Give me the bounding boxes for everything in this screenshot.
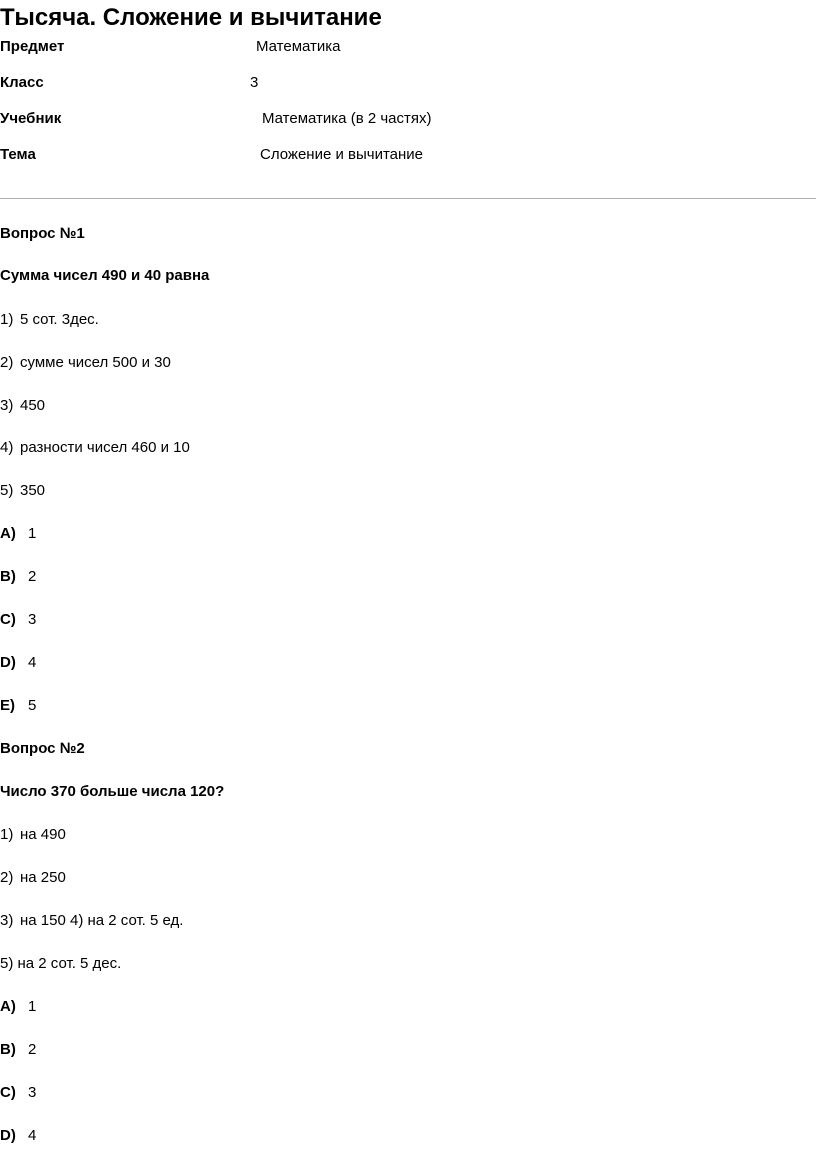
answer-letter: C) (0, 611, 16, 628)
question-1-answer-choice[interactable] (0, 611, 36, 629)
question-1-option (0, 482, 45, 500)
answer-value: 1 (28, 525, 37, 542)
question-2-answer-choice[interactable] (0, 1041, 36, 1059)
question-2-answer-choice[interactable] (0, 998, 36, 1016)
option-text: на 490 (20, 826, 66, 843)
option-text: 350 (20, 482, 46, 499)
option-number: 5) (0, 482, 14, 499)
option-number: 4) (0, 439, 14, 456)
question-1-answer-choice[interactable] (0, 525, 36, 543)
option-number: 1) (0, 826, 14, 843)
option-number: 2) (0, 354, 14, 371)
option-number: 1) (0, 311, 14, 328)
answer-letter: B) (0, 568, 16, 585)
answer-letter: D) (0, 654, 16, 671)
option-number: 3) (0, 397, 14, 414)
option-text: на 150 4) на 2 сот. 5 ед. (20, 912, 184, 929)
question-1-option (0, 354, 171, 372)
question-2-answer-choice[interactable] (0, 1084, 36, 1102)
subject-label: Предмет (0, 38, 65, 55)
question-1-text: Сумма чисел 490 и 40 равна (0, 267, 210, 284)
grade-value: 3 (250, 74, 259, 91)
question-1-option (0, 311, 99, 329)
divider (0, 198, 816, 199)
answer-value: 3 (28, 611, 37, 628)
question-2-text: Число 370 больше числа 120? (0, 783, 225, 800)
answer-value: 4 (28, 654, 37, 671)
subject-value: Математика (256, 38, 341, 55)
option-text: 5 сот. 3дес. (20, 311, 99, 328)
answer-value: 4 (28, 1127, 37, 1144)
question-2-heading: Вопрос №2 (0, 740, 85, 757)
topic-label: Тема (0, 146, 36, 163)
question-2-option (0, 869, 66, 887)
answer-letter: B) (0, 1041, 16, 1058)
question-2-answer-choice[interactable] (0, 1127, 36, 1145)
answer-value: 3 (28, 1084, 37, 1101)
option-text: сумме чисел 500 и 30 (20, 354, 171, 371)
answer-value: 2 (28, 568, 37, 585)
option-number: 2) (0, 869, 14, 886)
question-2-option (0, 826, 66, 844)
page-title: Тысяча. Сложение и вычитание (0, 4, 382, 31)
answer-letter: E) (0, 697, 15, 714)
question-2-option (0, 912, 183, 930)
option-text: 450 (20, 397, 46, 414)
option-text: на 250 (20, 869, 66, 886)
answer-letter: C) (0, 1084, 16, 1101)
textbook-label: Учебник (0, 110, 62, 127)
answer-letter: D) (0, 1127, 16, 1144)
answer-value: 1 (28, 998, 37, 1015)
answer-value: 5 (28, 697, 37, 714)
question-1-answer-choice[interactable] (0, 654, 36, 672)
question-1-option (0, 439, 190, 457)
option-number: 3) (0, 912, 14, 929)
question-1-answer-choice[interactable] (0, 568, 36, 586)
option-text: разности чисел 460 и 10 (20, 439, 190, 456)
question-1-answer-choice[interactable] (0, 697, 36, 715)
answer-letter: A) (0, 525, 16, 542)
answer-value: 2 (28, 1041, 37, 1058)
grade-label: Класс (0, 74, 44, 91)
textbook-value: Математика (в 2 частях) (262, 110, 432, 127)
question-2-option-5: 5) на 2 сот. 5 дес. (0, 955, 122, 972)
topic-value: Сложение и вычитание (260, 146, 424, 163)
answer-letter: A) (0, 998, 16, 1015)
question-1-heading: Вопрос №1 (0, 225, 85, 242)
question-1-option (0, 397, 45, 415)
